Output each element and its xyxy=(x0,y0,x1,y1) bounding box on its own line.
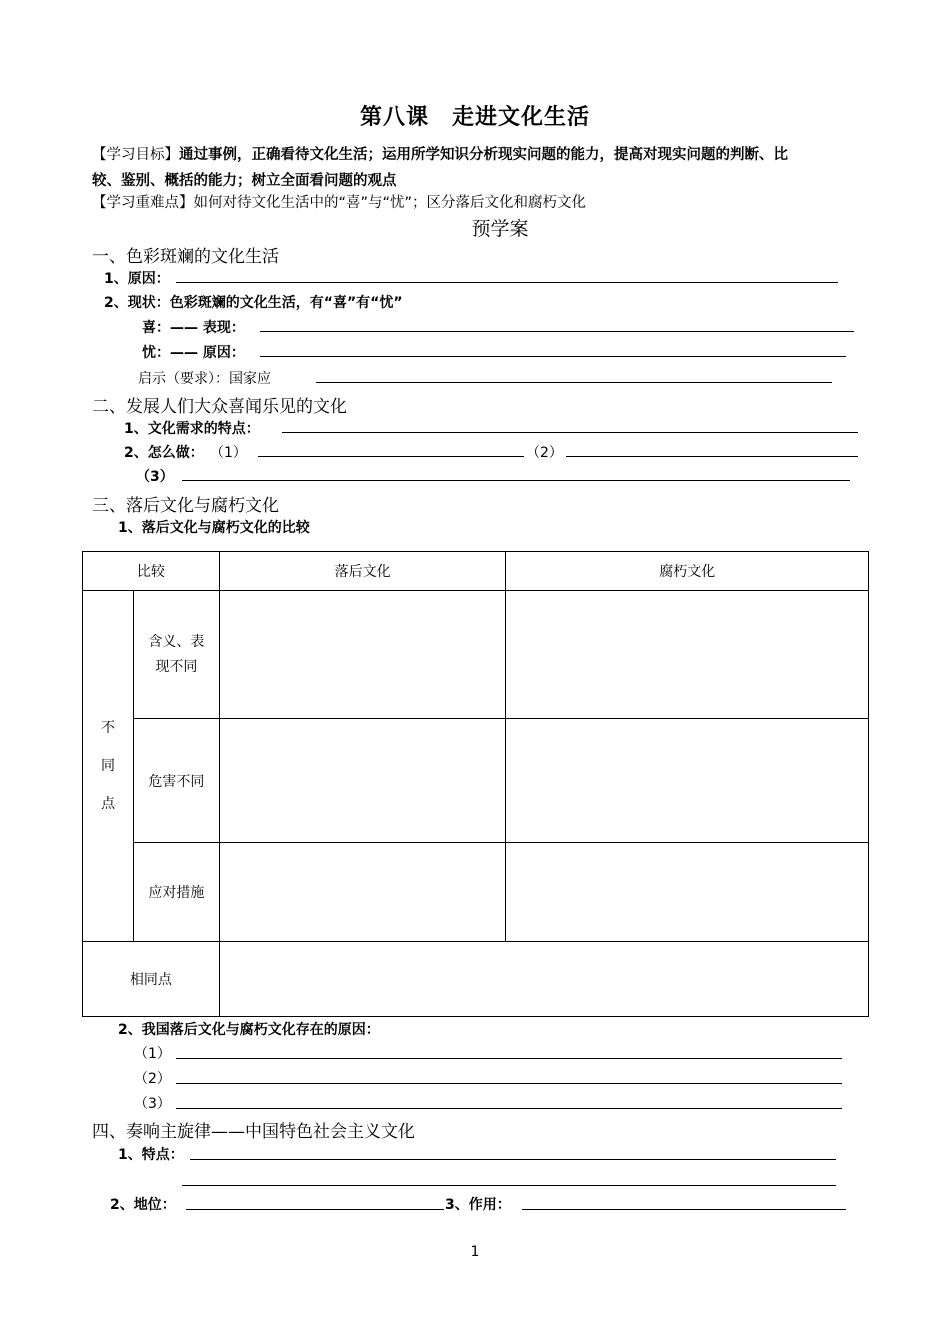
section1-q2-label: 2、现状：色彩斑斓的文化生活，有“喜”有“忧” xyxy=(104,295,403,311)
section3-r2-label: （2） xyxy=(134,1071,171,1087)
section2-heading: 二、发展人们大众喜闻乐见的文化 xyxy=(92,397,347,417)
section1-xi-label: 喜：—— 表现： xyxy=(142,320,245,336)
row-meaning-label: 含义、表 现不同 xyxy=(133,591,219,719)
page-title: 第八课 走进文化生活 xyxy=(359,105,590,130)
section3-r3-label: （3） xyxy=(134,1096,171,1112)
answer-line[interactable] xyxy=(260,331,854,332)
answer-cell[interactable] xyxy=(506,843,869,942)
learning-objectives xyxy=(92,142,788,168)
section4-q3-label: 3、作用： xyxy=(445,1197,511,1213)
header-decadent-culture: 腐朽文化 xyxy=(506,552,869,591)
section3-heading: 三、落后文化与腐朽文化 xyxy=(92,496,279,516)
section1-qishi-label: 启示（要求）：国家应 xyxy=(138,371,271,387)
section2-p1-label: （1） xyxy=(210,445,247,461)
differences-label: 不 同 点 xyxy=(83,591,134,942)
answer-cell[interactable] xyxy=(219,591,506,719)
row-measures-label: 应对措施 xyxy=(133,843,219,942)
answer-line[interactable] xyxy=(260,356,846,357)
section1-q1-label: 1、原因： xyxy=(104,271,170,287)
section3-q1-label: 1、落后文化与腐朽文化的比较 xyxy=(118,520,310,536)
section3-q2-label: 2、我国落后文化与腐朽文化存在的原因： xyxy=(118,1022,380,1038)
row-same-label: 相同点 xyxy=(83,942,220,1017)
answer-line[interactable] xyxy=(190,1159,836,1160)
answer-line[interactable] xyxy=(282,432,858,433)
section4-heading: 四、奏响主旋律——中国特色社会主义文化 xyxy=(92,1122,415,1142)
answer-cell[interactable] xyxy=(219,719,506,843)
objectives-tag: 【学习目标】 xyxy=(92,147,179,163)
key-points xyxy=(92,190,586,216)
answer-cell[interactable] xyxy=(506,591,869,719)
answer-line[interactable] xyxy=(566,456,858,457)
answer-line[interactable] xyxy=(176,1108,842,1109)
answer-cell[interactable] xyxy=(219,942,868,1017)
answer-line[interactable] xyxy=(258,456,524,457)
section2-q1-label: 1、文化需求的特点： xyxy=(124,421,260,437)
answer-line[interactable] xyxy=(176,282,838,283)
section2-p2-label: （2） xyxy=(526,445,563,461)
answer-line[interactable] xyxy=(176,1058,842,1059)
comparison-table xyxy=(82,551,869,1017)
key-points-tag: 【学习重难点】 xyxy=(92,195,194,211)
answer-line[interactable] xyxy=(176,1083,842,1084)
row-harm-label: 危害不同 xyxy=(133,719,219,843)
section3-r1-label: （1） xyxy=(134,1046,171,1062)
objectives-text-line2: 较、鉴别、概括的能力；树立全面看问题的观点 xyxy=(92,173,397,189)
section-subtitle: 预学案 xyxy=(471,218,529,240)
answer-cell[interactable] xyxy=(506,719,869,843)
answer-line[interactable] xyxy=(186,1209,444,1210)
section2-p3-label: （3） xyxy=(136,469,174,485)
answer-line[interactable] xyxy=(182,1185,836,1186)
header-backward-culture: 落后文化 xyxy=(219,552,506,591)
section1-you-label: 忧：—— 原因： xyxy=(142,345,245,361)
answer-line[interactable] xyxy=(182,480,850,481)
page-number: 1 xyxy=(470,1244,480,1260)
answer-line[interactable] xyxy=(522,1209,846,1210)
header-compare: 比较 xyxy=(83,552,220,591)
key-points-text: 如何对待文化生活中的“喜”与“忧”；区分落后文化和腐朽文化 xyxy=(193,195,587,211)
objectives-text-line1: 通过事例，正确看待文化生活；运用所学知识分析现实问题的能力，提高对现实问题的判断、比 xyxy=(179,147,788,163)
section4-q2-label: 2、地位： xyxy=(110,1197,176,1213)
section4-q1-label: 1、特点： xyxy=(118,1147,184,1163)
answer-cell[interactable] xyxy=(219,843,506,942)
section1-heading: 一、色彩斑斓的文化生活 xyxy=(92,247,279,267)
answer-line[interactable] xyxy=(316,382,832,383)
section2-q2-label: 2、怎么做： xyxy=(124,445,204,461)
